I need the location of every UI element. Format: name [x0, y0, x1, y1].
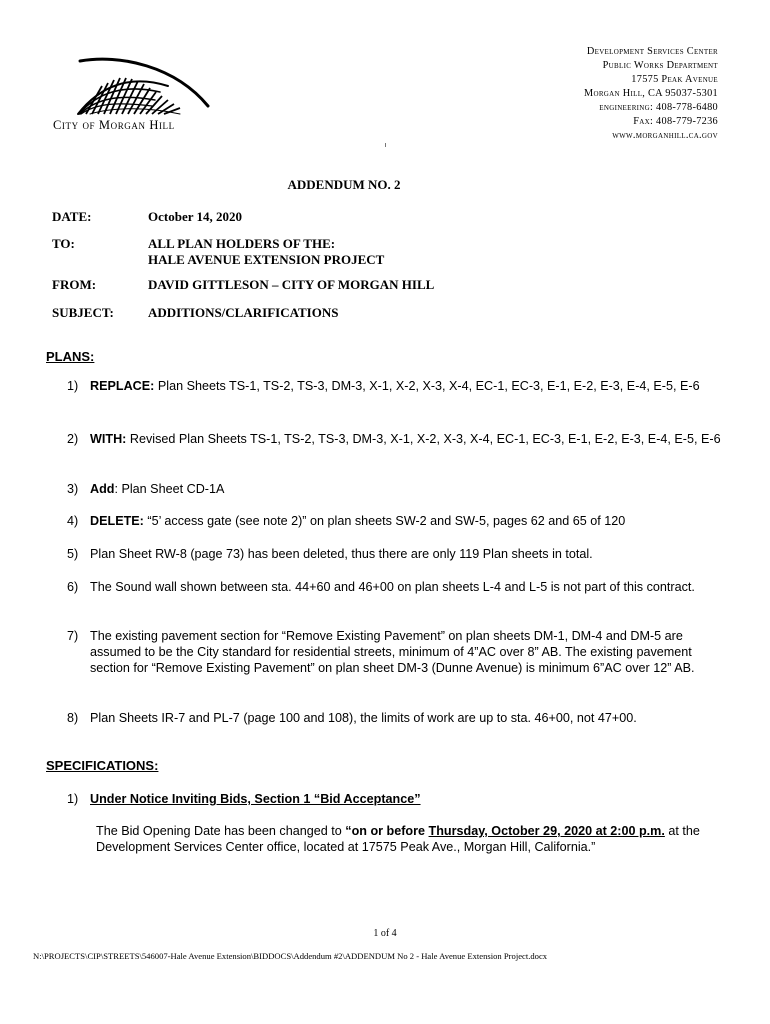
item-lead: DELETE:: [90, 514, 144, 528]
item-text: “5’ access gate (see note 2)” on plan sheets SW-2 and SW-5, pages 62 and 65 of 120: [143, 514, 626, 528]
bid-opening-paragraph: [96, 823, 736, 855]
divider: [385, 143, 386, 147]
item-text: Plan Sheets IR-7 and PL-7 (page 100 and 108), the limits of work are up to sta. 46+00, not 47+00.: [90, 711, 637, 725]
from-label: FROM:: [52, 277, 97, 292]
item-lead: Add: [90, 482, 115, 496]
contact-block: [584, 45, 718, 143]
item-number: 5): [67, 547, 79, 561]
to-value-line: ALL PLAN HOLDERS OF THE:: [148, 236, 336, 251]
list-item: [67, 513, 727, 529]
item-number: 1): [67, 792, 79, 806]
list-item: [67, 431, 727, 447]
bid-opening-date: Thursday, October 29, 2020 at 2:00 p.m.: [428, 824, 665, 838]
list-item: [67, 481, 727, 497]
item-number: 8): [67, 711, 79, 725]
subject-label: SUBJECT:: [52, 305, 114, 320]
contact-line: engineering: 408-778-6480: [599, 102, 718, 113]
item-number: 2): [67, 432, 79, 446]
list-item: [67, 710, 727, 726]
item-number: 6): [67, 580, 79, 594]
item-number: 4): [67, 514, 79, 528]
list-item: [67, 791, 727, 807]
item-text: The Sound wall shown between sta. 44+60 and 46+00 on plan sheets L-4 and L-5 is not part of this contract.: [90, 580, 695, 594]
item-lead: WITH:: [90, 432, 127, 446]
list-item: [67, 579, 727, 595]
para-text: The Bid Opening Date has been changed to: [96, 824, 346, 838]
contact-line: Fax: 408-779-7236: [633, 116, 718, 127]
from-value: DAVID GITTLESON – CITY OF MORGAN HILL: [148, 277, 435, 292]
addendum-title: ADDENDUM NO. 2: [287, 177, 401, 192]
list-item: [67, 546, 727, 562]
file-path: N:\PROJECTS\CIP\STREETS\546007-Hale Avenue Extension\BIDDOCS\Addendum #2\ADDENDUM No 2 - Hale Avenue Extension Project.docx: [33, 951, 548, 961]
item-text: The existing pavement section for “Remove Existing Pavement” on plan sheets DM-1, DM-4 and DM-5 are assumed to be the City standard for residential streets, minimum of 4”AC over 8” AB. The existing pavement section for “Remove Existing Pavement” on plan sheet DM-3 (Dunne Avenue) is minimum 6”AC over 12” AB.: [90, 629, 695, 675]
contact-line: Morgan Hill, CA 95037-5301: [584, 88, 718, 99]
to-value: [148, 236, 384, 268]
website-link[interactable]: www.morganhill.ca.gov: [612, 130, 718, 141]
contact-line: 17575 Peak Avenue: [631, 74, 718, 85]
item-text: : Plan Sheet CD-1A: [114, 482, 225, 496]
to-label: TO:: [52, 236, 75, 251]
item-text: Plan Sheet RW-8 (page 73) has been deleted, thus there are only 119 Plan sheets in total.: [90, 547, 593, 561]
item-number: 7): [67, 629, 79, 643]
spec-item-title: Under Notice Inviting Bids, Section 1 “Bid Acceptance”: [90, 792, 421, 806]
para-bold: “on or before: [345, 824, 429, 838]
list-item: [67, 628, 727, 676]
date-value: October 14, 2020: [148, 209, 242, 224]
item-number: 1): [67, 379, 79, 393]
item-number: 3): [67, 482, 79, 496]
item-text: Plan Sheets TS-1, TS-2, TS-3, DM-3, X-1, X-2, X-3, X-4, EC-1, EC-3, E-1, E-2, E-3, E-4, E-5, E-6: [154, 379, 700, 393]
para-text: at the Development Services Center office, located at 17575 Peak Ave., Morgan Hill, California.”: [96, 824, 700, 854]
date-label: DATE:: [52, 209, 92, 224]
page-number: 1 of 4: [373, 928, 397, 939]
subject-value: ADDITIONS/CLARIFICATIONS: [148, 305, 339, 320]
specifications-heading: SPECIFICATIONS:: [46, 758, 159, 773]
list-item: [67, 378, 727, 394]
contact-line: Development Services Center: [586, 46, 718, 57]
plans-heading: PLANS:: [46, 349, 95, 364]
contact-line: Public Works Department: [602, 60, 718, 71]
logo-text: City of Morgan Hill: [53, 118, 175, 132]
item-text: Revised Plan Sheets TS-1, TS-2, TS-3, DM-3, X-1, X-2, X-3, X-4, EC-1, EC-3, E-1, E-2, E-3, E-4, E-5, E-6: [126, 432, 721, 446]
item-lead: REPLACE:: [90, 379, 155, 393]
to-value-line: HALE AVENUE EXTENSION PROJECT: [148, 252, 385, 267]
